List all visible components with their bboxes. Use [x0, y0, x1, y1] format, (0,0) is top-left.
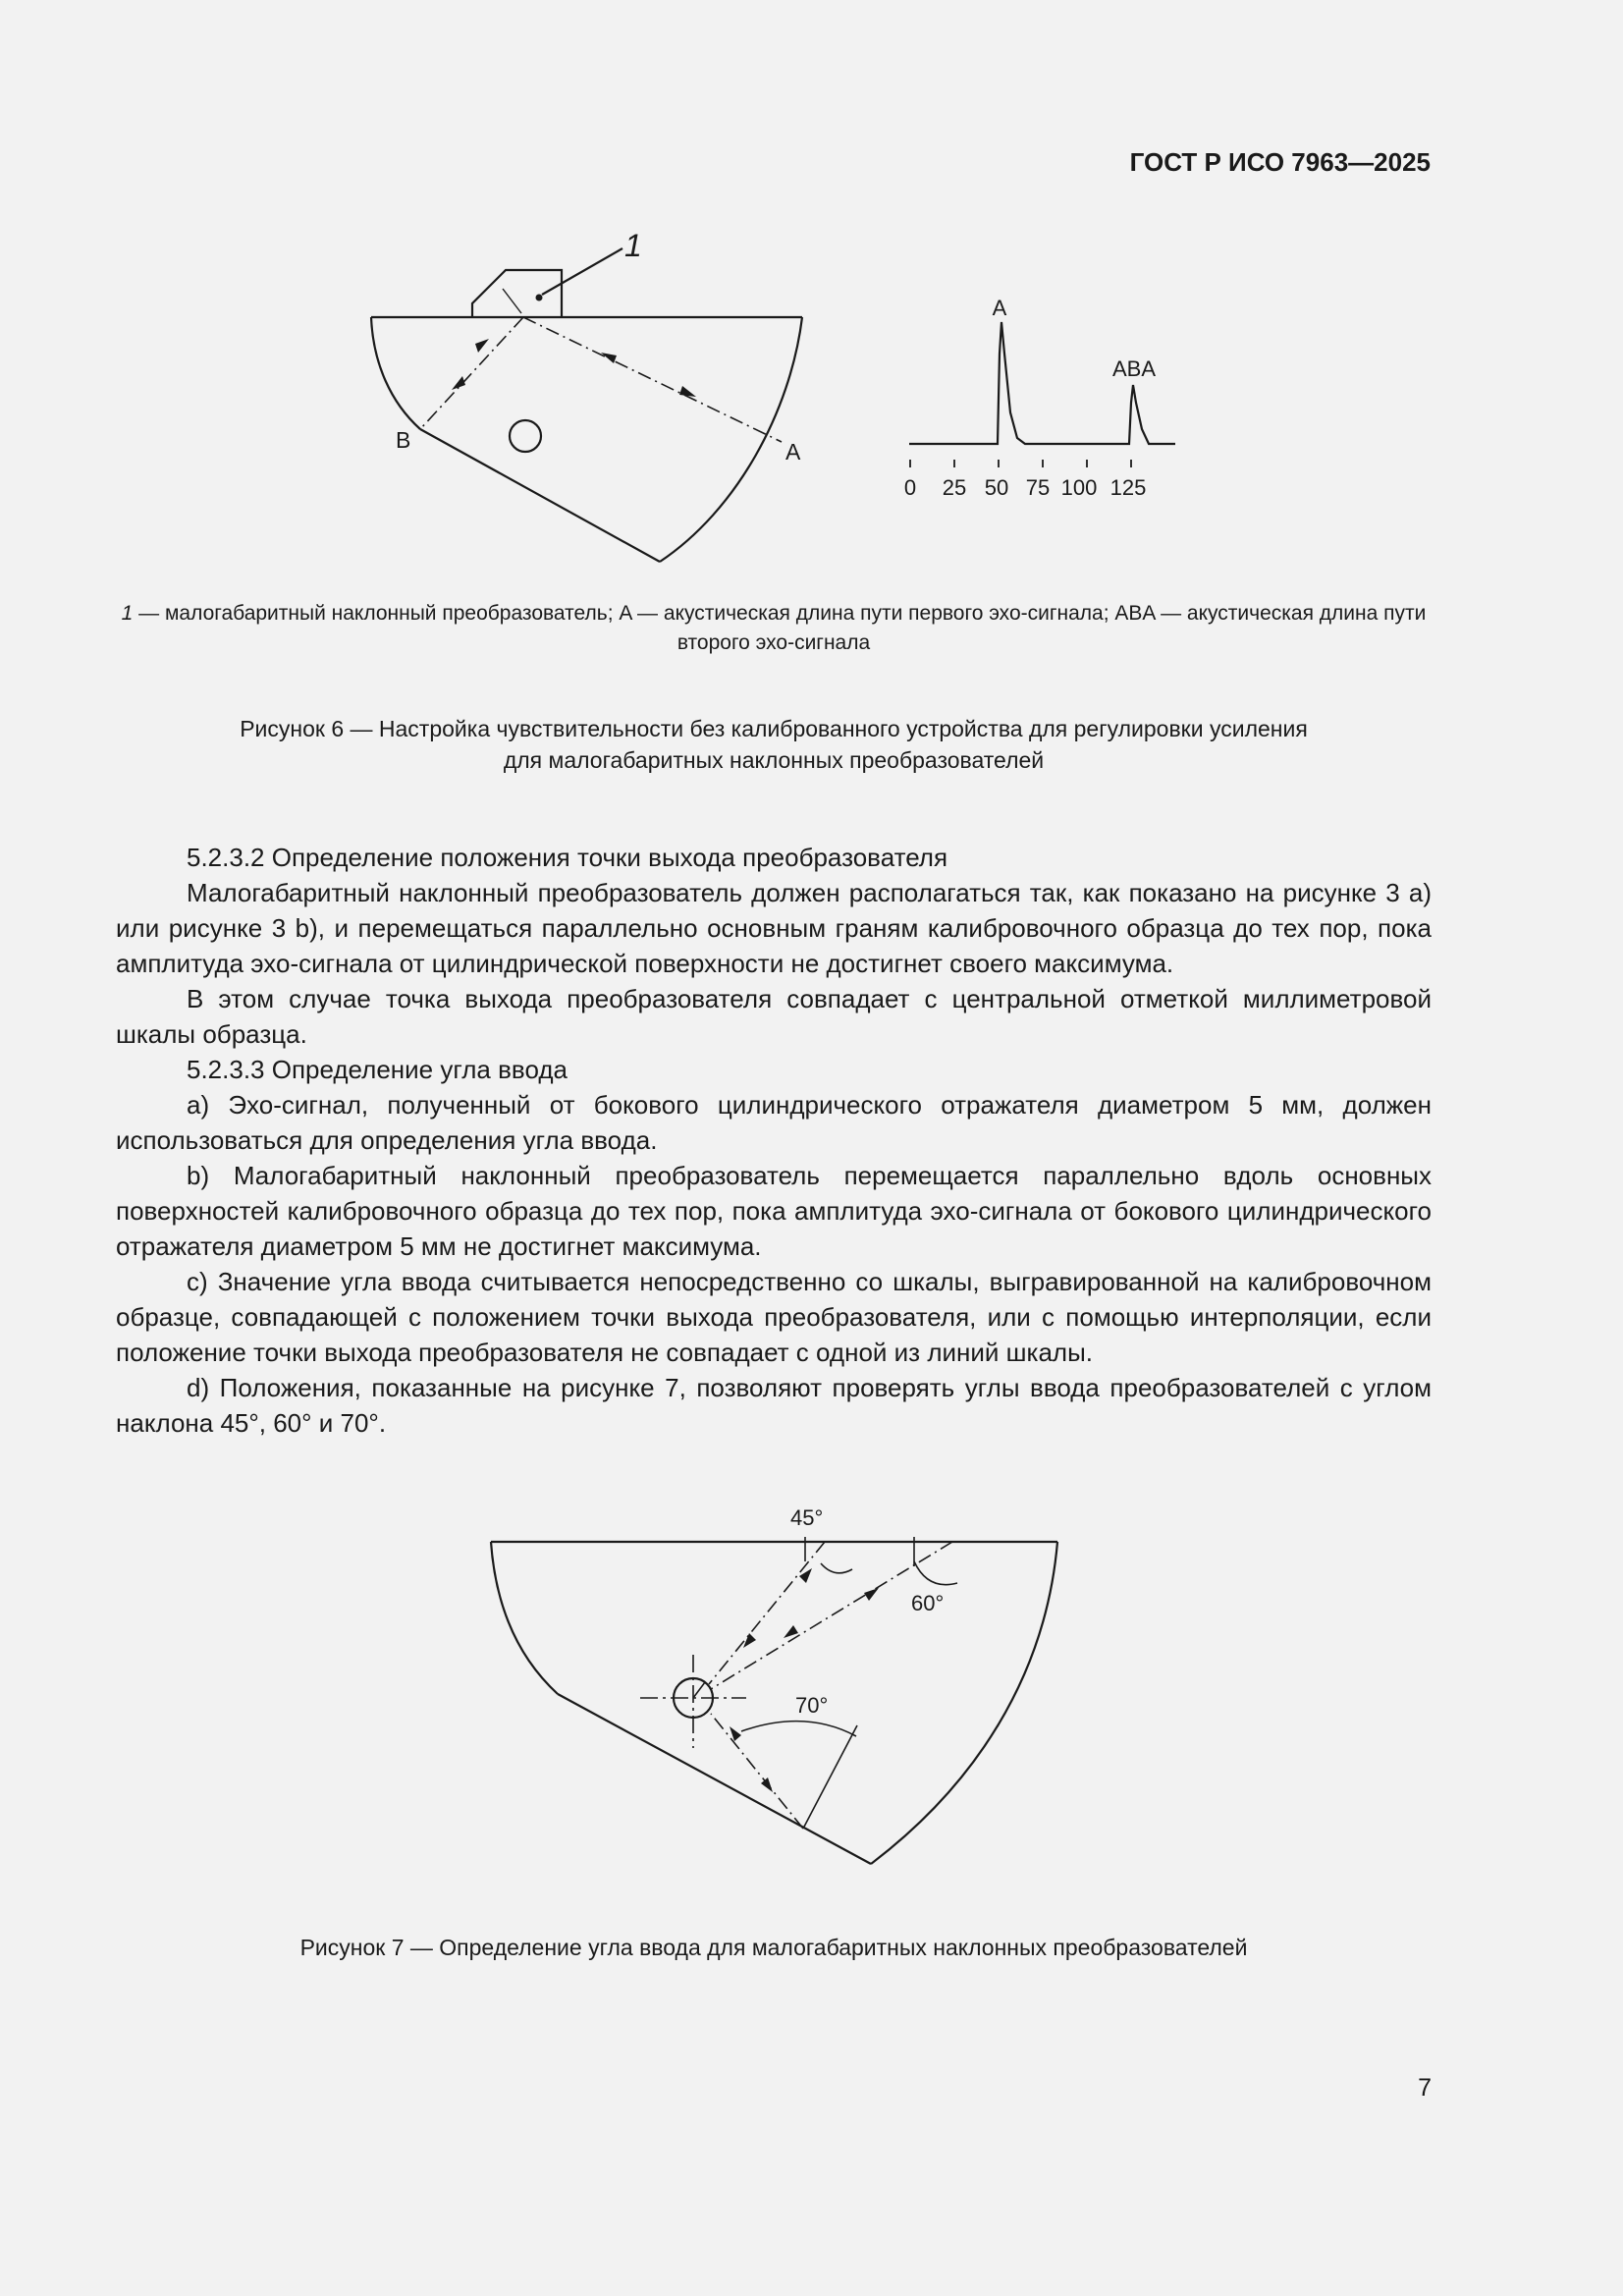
probe-housing: [472, 270, 562, 317]
figure-6-diagram: [353, 221, 1198, 579]
figure-6-caption: [116, 713, 1432, 776]
figure-7-caption: Рисунок 7 — Определение угла ввода для малогабаритных наклонных преобразователей: [299, 1935, 1248, 1960]
angle-70-arc: [741, 1722, 856, 1736]
block-left-arc: [491, 1542, 558, 1694]
angle-45-label: 45°: [790, 1505, 824, 1530]
angle-70-reference: [803, 1725, 857, 1829]
a-scan-display: [909, 322, 1175, 444]
scale-label: 50: [984, 475, 1009, 500]
peak-aba-label: ABA: [1111, 356, 1157, 381]
list-item-a: a) Эхо-сигнал, полученный от бокового цилиндрического отражателя диаметром 5 мм, должен использоваться для определения угла ввода.: [116, 1090, 1432, 1155]
document-code: ГОСТ Р ИСО 7963—2025: [1129, 147, 1431, 177]
section-heading-5-2-3-3: 5.2.3.3 Определение угла ввода: [187, 1055, 568, 1084]
scale-label: 25: [942, 475, 967, 500]
exit-point-mark: [503, 289, 521, 313]
beam-path-45: [709, 1542, 825, 1684]
arrow-right-down: [679, 386, 696, 397]
a-scan-trace: [909, 322, 1175, 444]
beam-path-a: [523, 317, 782, 442]
arrow-up: [475, 339, 489, 353]
scale-label: 0: [903, 475, 917, 500]
figure-6-legend: [116, 599, 1432, 658]
reflector-center-mark: [693, 1682, 705, 1698]
scale-label: 100: [1060, 475, 1098, 500]
cylindrical-reflector: [510, 420, 541, 452]
scale-label: 75: [1025, 475, 1051, 500]
section-heading-5-2-3-2: 5.2.3.2 Определение положения точки выхода преобразователя: [187, 843, 948, 872]
list-item-b: b) Малогабаритный наклонный преобразователь перемещается параллельно вдоль основных поверхностей калибровочного образца до тех пор, пока амплитуда эхо-сигнала от бокового цилиндрического отражателя диаметром 5 мм не достигнет максимума.: [116, 1161, 1432, 1261]
point-b-label: B: [396, 427, 411, 453]
block-right-arc: [871, 1542, 1057, 1864]
figure-6-caption-line1: Рисунок 6 — Настройка чувствительности без калиброванного устройства для регулировки усиления: [240, 716, 1308, 741]
body-text: [116, 840, 1432, 1441]
angle-45-arc: [821, 1563, 852, 1573]
probe-index-dot: [536, 295, 543, 301]
block-bottom-edge: [558, 1694, 871, 1864]
probe-callout-leader: [542, 248, 622, 295]
block-bottom-edge: [420, 429, 660, 562]
paragraph: В этом случае точка выхода преобразователя совпадает с центральной отметкой миллиметровой шкалы образца.: [116, 984, 1432, 1049]
arrow-45-down: [743, 1633, 756, 1648]
angle-60-label: 60°: [911, 1591, 945, 1615]
beam-path-70: [711, 1714, 803, 1829]
arrow-70-down: [761, 1777, 773, 1792]
figure-7-diagram: [471, 1493, 1080, 1876]
scale-label: 125: [1109, 475, 1147, 500]
angle-60-arc: [914, 1561, 957, 1585]
beam-path-b: [420, 317, 523, 429]
block-left-arc: [371, 317, 420, 429]
angle-70-label: 70°: [795, 1693, 829, 1718]
legend-number: 1: [121, 602, 134, 625]
block-right-arc: [660, 317, 802, 562]
arrow-60-down: [784, 1625, 798, 1638]
peak-a-label: A: [992, 296, 1007, 320]
arrow-60-up: [864, 1588, 879, 1601]
legend-text: — малогабаритный наклонный преобразователь; A — акустическая длина пути первого эхо-сигнала; ABA — акустическая длина пути второго эхо-сигнала: [133, 602, 1427, 654]
arrow-right-up: [601, 353, 617, 363]
figure-6-caption-line2: для малогабаритных наклонных преобразователей: [503, 747, 1045, 773]
page-number: 7: [1418, 2074, 1432, 2102]
list-item-c: c) Значение угла ввода считывается непосредственно со шкалы, выгравированной на калибровочном образце, совпадающей с положением точки выхода преобразователя, или с помощью интерполяции, если положение точки выхода преобразователя не совпадает с одной из линий шкалы.: [116, 1267, 1432, 1367]
list-item-d: d) Положения, показанные на рисунке 7, позволяют проверять углы ввода преобразователей с углом наклона 45°, 60° и 70°.: [116, 1373, 1432, 1438]
point-a-label: A: [785, 439, 801, 465]
paragraph: Малогабаритный наклонный преобразователь должен располагаться так, как показано на рисунке 3 a) или рисунке 3 b), и перемещаться параллельно основным граням калибровочного образца до тех пор, пока амплитуда эхо-сигнала от цилиндрической поверхности не достигнет своего максимума.: [116, 878, 1432, 978]
probe-callout-number: 1: [624, 228, 642, 263]
